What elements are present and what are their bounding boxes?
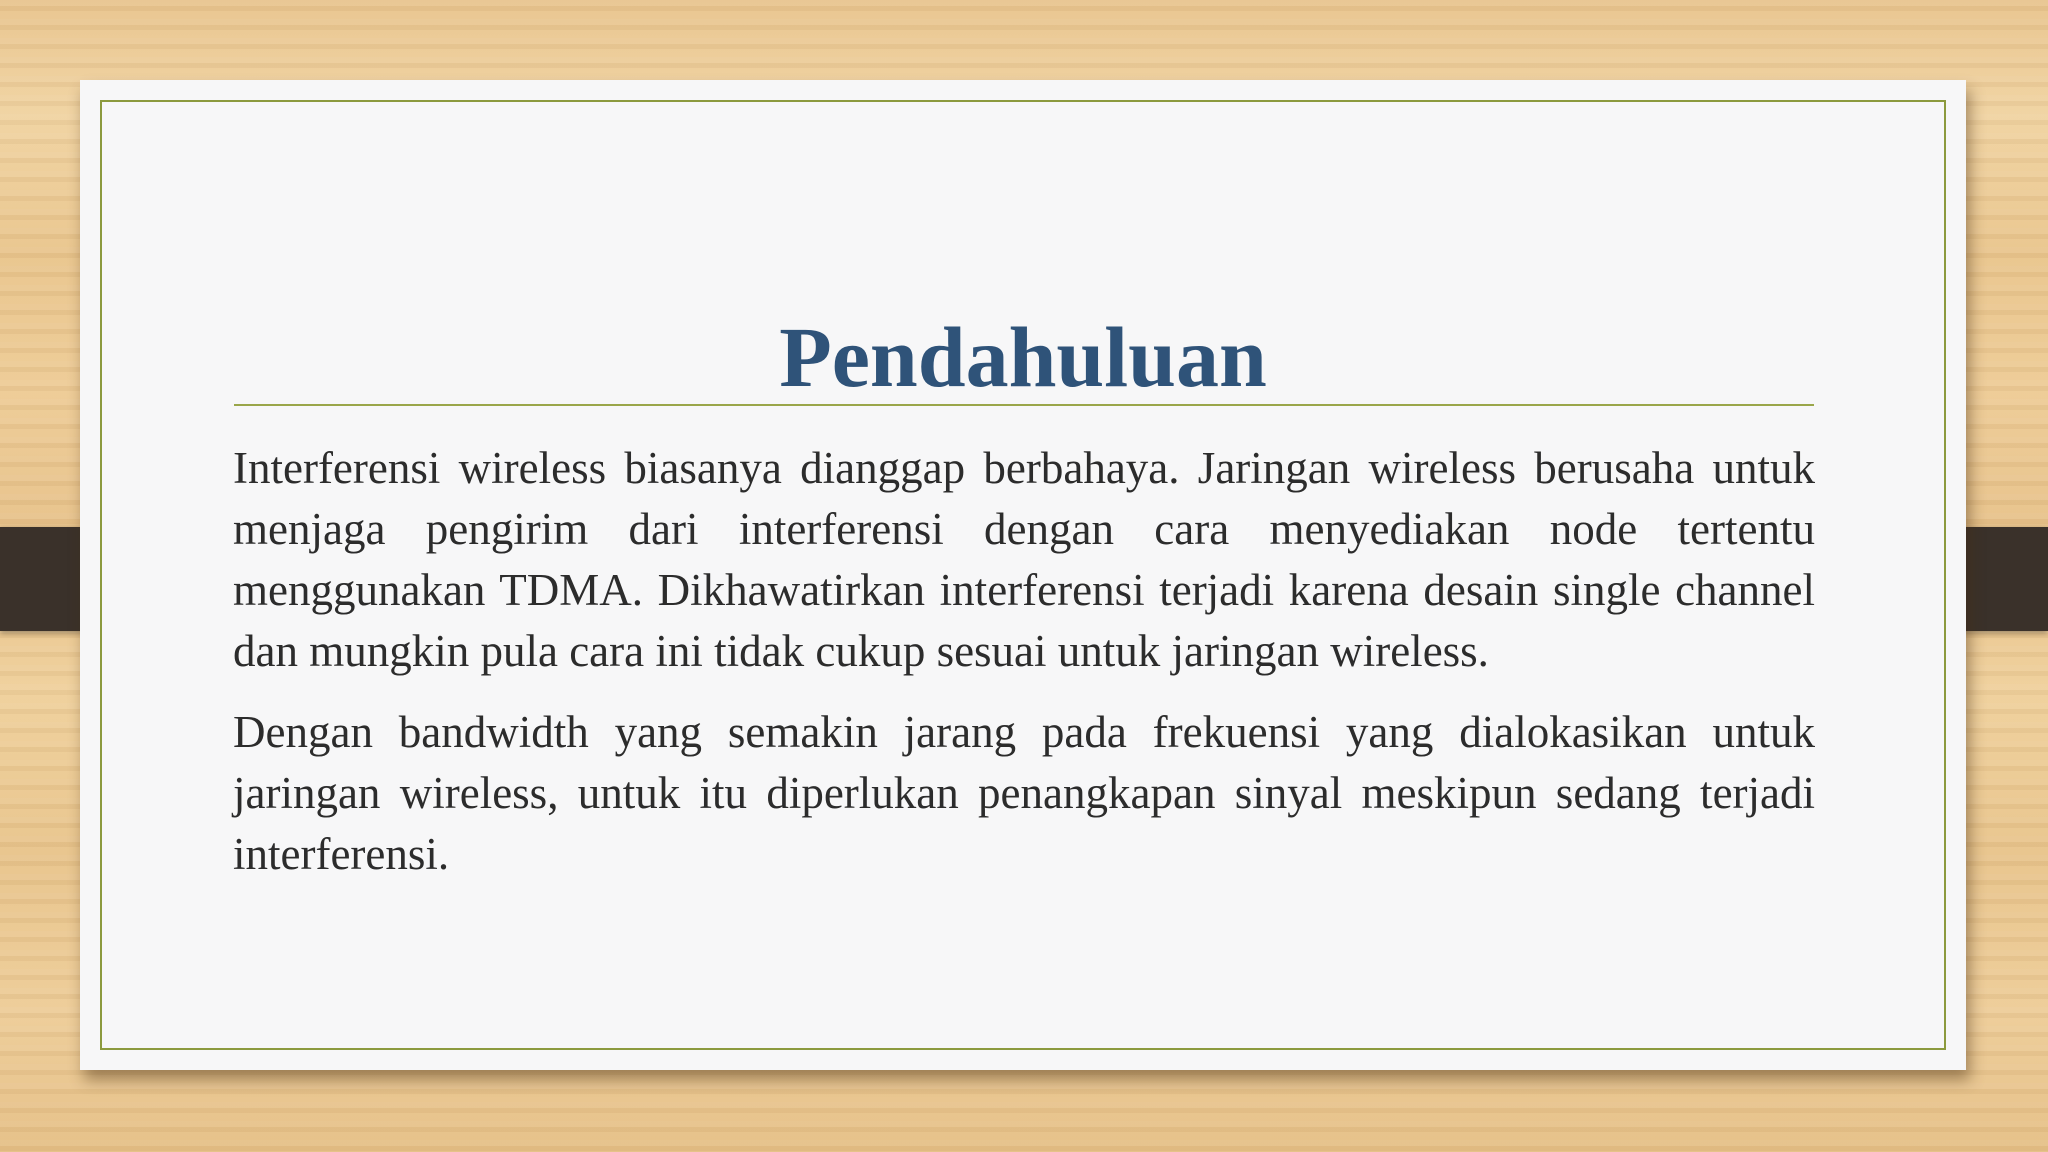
slide-body	[233, 438, 1815, 905]
slide-card	[80, 80, 1966, 1070]
title-divider	[234, 404, 1814, 406]
slide-title: Pendahuluan	[779, 309, 1267, 405]
paragraph-2: Dengan bandwidth yang semakin jarang pada frekuensi yang dialokasikan untuk jaringan wireless, untuk itu diperlukan penangkapan sinyal meskipun sedang terjadi interferensi.	[233, 707, 1815, 879]
paragraph-1: Interferensi wireless biasanya dianggap berbahaya. Jaringan wireless berusaha untuk menjaga pengirim dari interferensi dengan cara menyediakan node tertentu menggunakan TDMA. Dikhawatirkan interferensi terjadi karena desain single channel dan mungkin pula cara ini tidak cukup sesuai untuk jaringan wireless.	[233, 443, 1815, 676]
